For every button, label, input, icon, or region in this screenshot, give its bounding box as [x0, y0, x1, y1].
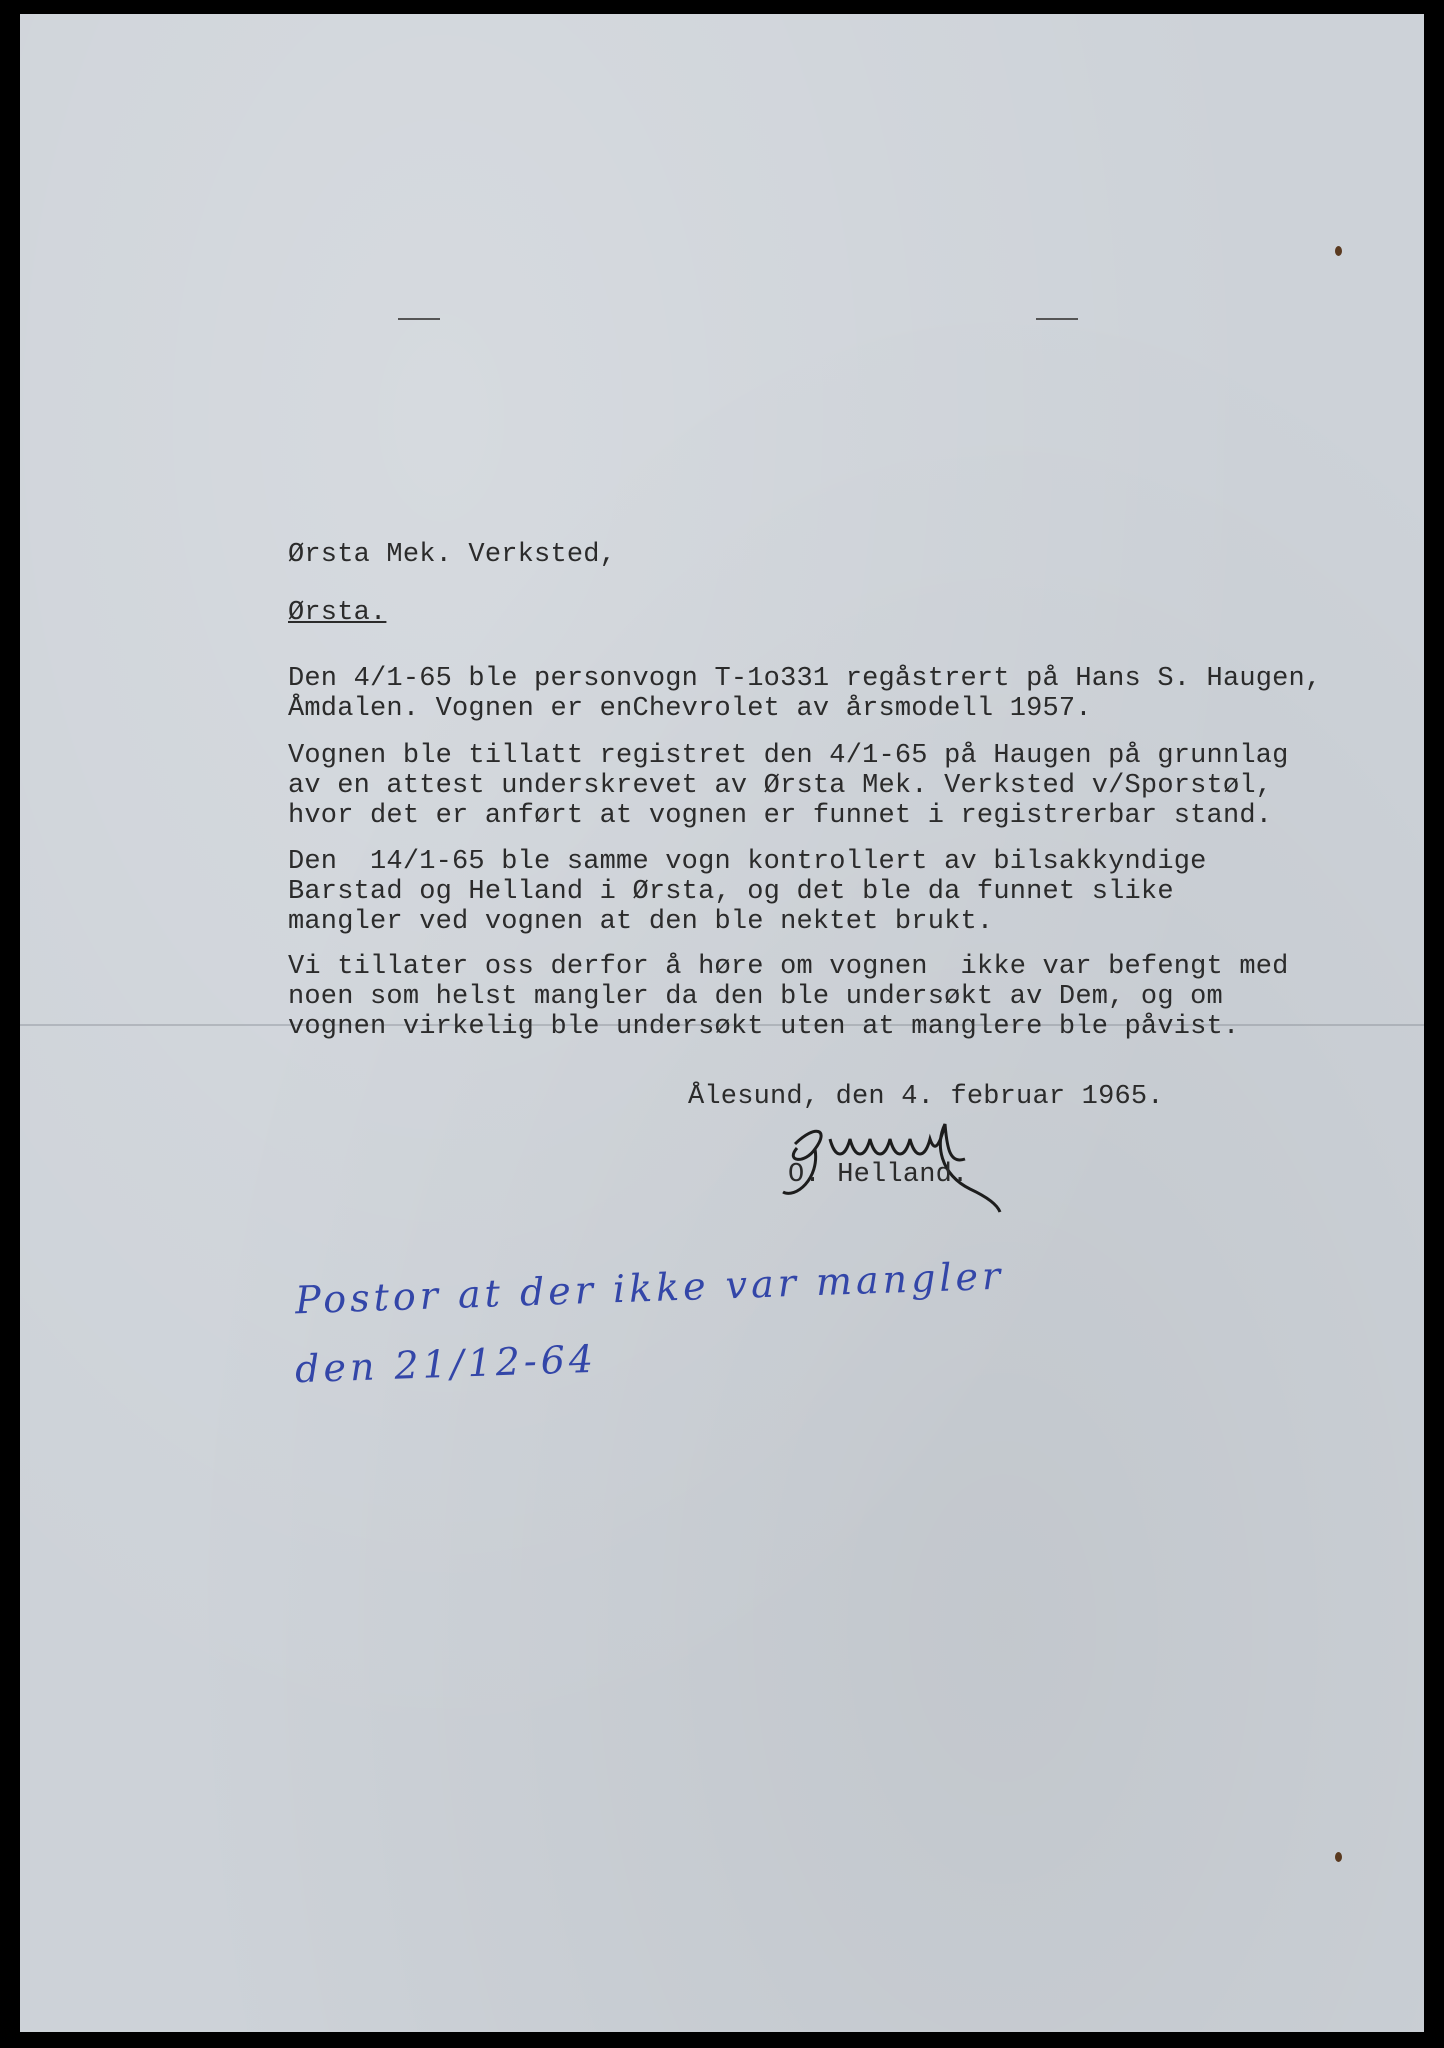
top-dash-left — [398, 318, 440, 320]
paragraph-line: av en attest underskrevet av Ørsta Mek. Verksted v/Sporstøl, — [288, 771, 1273, 801]
paragraph-line: Vi tillater oss derfor å høre om vognen ikke var befengt med — [288, 952, 1289, 982]
paragraph-line: Den 14/1-65 ble samme vogn kontrollert av bilsakkyndige — [288, 847, 1207, 877]
paragraph-line: mangler ved vognen at den ble nektet brukt. — [288, 907, 994, 937]
paragraph-line: Åmdalen. Vognen er enChevrolet av årsmodell 1957. — [288, 694, 1092, 724]
place-date: Ålesund, den 4. februar 1965. — [688, 1082, 1164, 1112]
paragraph-line: noen som helst mangler da den ble undersøkt av Dem, og om — [288, 982, 1223, 1012]
paragraph-line: Barstad og Helland i Ørsta, og det ble da funnet slike — [288, 877, 1174, 907]
letter-page — [20, 14, 1424, 2032]
paragraph-1 — [288, 664, 1321, 724]
paragraph-line: Vognen ble tillatt registret den 4/1-65 på Haugen på grunnlag — [288, 741, 1289, 771]
recipient-city: Ørsta. — [288, 598, 387, 628]
paragraph-line: vognen virkelig ble undersøkt uten at manglere ble påvist. — [288, 1012, 1240, 1042]
paragraph-4 — [288, 952, 1289, 1042]
paragraph-line: Den 4/1-65 ble personvogn T-1o331 regåstrert på Hans S. Haugen, — [288, 664, 1322, 694]
signature — [775, 1104, 1005, 1214]
paragraph-line: hvor det er anført at vognen er funnet i registrerbar stand. — [288, 801, 1273, 831]
punch-hole-bottom — [1335, 1852, 1342, 1862]
paragraph-3 — [288, 847, 1207, 937]
signer-name: O. Helland. — [788, 1160, 969, 1190]
recipient-name: Ørsta Mek. Verksted, — [288, 540, 617, 570]
punch-hole-top — [1335, 246, 1342, 256]
handwritten-note-line2: den 21/12-64 — [294, 1336, 598, 1392]
top-dash-right — [1036, 318, 1078, 320]
paragraph-2 — [288, 741, 1289, 831]
handwritten-note-line1: Postor at der ikke var mangler — [294, 1253, 1005, 1323]
